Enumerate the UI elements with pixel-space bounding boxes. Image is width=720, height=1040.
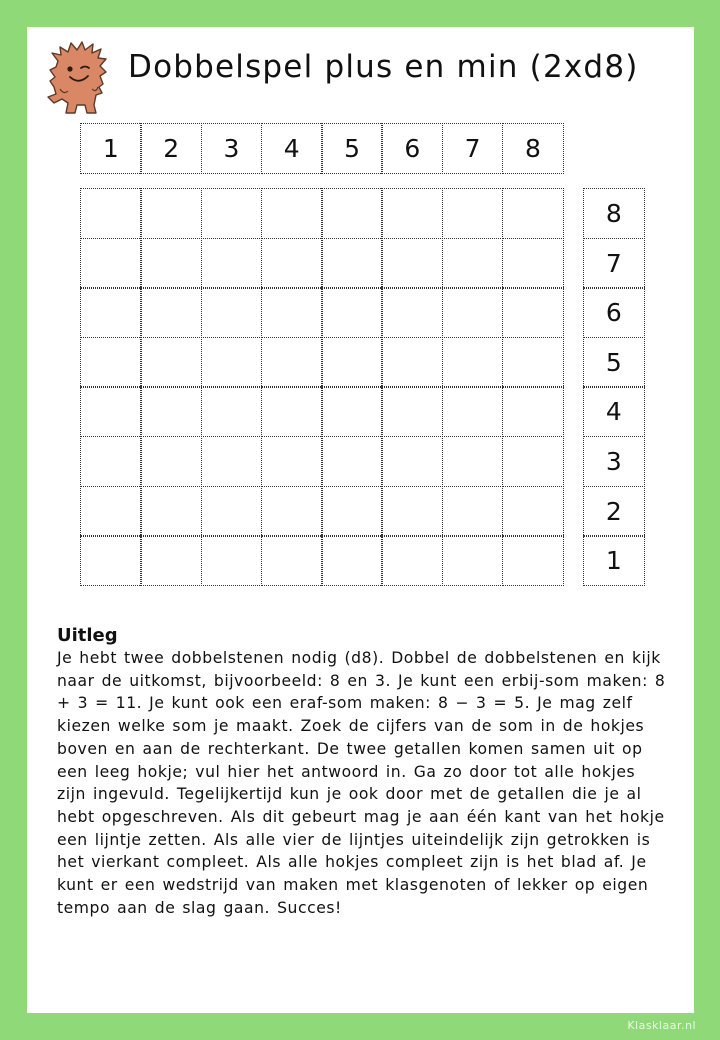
answer-cell[interactable]: [261, 337, 323, 388]
answer-cell[interactable]: [80, 386, 142, 437]
side-number-cell: 2: [583, 486, 645, 537]
answer-cell[interactable]: [442, 535, 504, 586]
answer-cell[interactable]: [442, 188, 504, 239]
answer-cell[interactable]: [201, 188, 263, 239]
answer-cell[interactable]: [442, 238, 504, 289]
side-number-cell: 6: [583, 287, 645, 338]
answer-cell[interactable]: [201, 238, 263, 289]
top-number-cell: 5: [321, 123, 383, 174]
answer-cell[interactable]: [140, 535, 202, 586]
answer-cell[interactable]: [502, 535, 564, 586]
page-title: Dobbelspel plus en min (2xd8): [128, 49, 639, 85]
top-number-cell: 2: [140, 123, 202, 174]
answer-cell[interactable]: [140, 238, 202, 289]
top-number-cell: 7: [442, 123, 504, 174]
answer-cell[interactable]: [321, 535, 383, 586]
answer-cell[interactable]: [321, 188, 383, 239]
answer-cell[interactable]: [201, 337, 263, 388]
answer-cell[interactable]: [261, 188, 323, 239]
answer-cell[interactable]: [321, 337, 383, 388]
answer-cell[interactable]: [201, 486, 263, 537]
answer-cell[interactable]: [502, 238, 564, 289]
answer-cell[interactable]: [381, 188, 443, 239]
side-number-cell: 1: [583, 535, 645, 586]
answer-cell[interactable]: [140, 436, 202, 487]
answer-cell[interactable]: [140, 486, 202, 537]
answer-cell[interactable]: [201, 386, 263, 437]
grid-row: [80, 338, 564, 388]
answer-cell[interactable]: [502, 287, 564, 338]
answer-cell[interactable]: [381, 436, 443, 487]
answer-cell[interactable]: [140, 337, 202, 388]
answer-cell[interactable]: [502, 486, 564, 537]
answer-cell[interactable]: [80, 436, 142, 487]
top-number-row: [80, 124, 564, 174]
top-number-cell: 1: [80, 123, 142, 174]
grid-row: [80, 388, 564, 438]
answer-cell[interactable]: [201, 436, 263, 487]
side-number-cell: 8: [583, 188, 645, 239]
answer-cell[interactable]: [381, 486, 443, 537]
answer-cell[interactable]: [140, 287, 202, 338]
answer-cell[interactable]: [381, 337, 443, 388]
answer-cell[interactable]: [261, 238, 323, 289]
answer-cell[interactable]: [261, 287, 323, 338]
answer-cell[interactable]: [80, 535, 142, 586]
grid-row: [80, 537, 564, 587]
brand-footer: Klasklaar.nl: [627, 1019, 696, 1032]
answer-cell[interactable]: [381, 386, 443, 437]
answer-cell[interactable]: [502, 337, 564, 388]
grid-row: [80, 239, 564, 289]
answer-cell[interactable]: [321, 436, 383, 487]
answer-cell[interactable]: [381, 238, 443, 289]
answer-cell[interactable]: [140, 386, 202, 437]
top-number-cell: 3: [201, 123, 263, 174]
answer-cell[interactable]: [80, 238, 142, 289]
side-number-cell: 4: [583, 386, 645, 437]
explanation-text: Je hebt twee dobbelstenen nodig (d8). Dobbel de dobbelstenen en kijk naar de uitkomst, bijvoorbeeld: 8 en 3. Je kunt een erbij-som maken: 8 + 3 = 11. Je kunt ook een eraf-som maken: 8 − 3 = 5. Je mag zelf kiezen welke som je maakt. Zoek de cijfers van de som in de hokjes boven en aan de rechterkant. De twee getallen komen samen uit op een leeg hokje; vul hier het antwoord in. Ga zo door tot alle hokjes zijn ingevuld. Tegelijkertijd kun je ook door met de getallen die je al hebt opgeschreven. Als dit gebeurt mag je aan één kant van het hokje een lijntje zetten. Als alle vier de lijntjes uiteindelijk zijn getrokken is het vierkant compleet. Als alle hokjes compleet zijn is het blad af. Je kunt er een wedstrijd van maken met klasgenoten of lekker op eigen tempo aan de slag gaan. Succes!: [57, 649, 666, 917]
side-number-column: [583, 188, 645, 586]
answer-cell[interactable]: [80, 188, 142, 239]
answer-cell[interactable]: [442, 486, 504, 537]
answer-cell[interactable]: [442, 386, 504, 437]
answer-cell[interactable]: [321, 386, 383, 437]
answer-cell[interactable]: [381, 535, 443, 586]
grid-row: [80, 289, 564, 339]
answer-cell[interactable]: [381, 287, 443, 338]
answer-cell[interactable]: [261, 436, 323, 487]
grid-row: [80, 487, 564, 537]
answer-cell[interactable]: [261, 386, 323, 437]
answer-cell[interactable]: [201, 535, 263, 586]
top-number-cell: 4: [261, 123, 323, 174]
answer-cell[interactable]: [502, 188, 564, 239]
explanation-heading: Uitleg: [57, 625, 118, 646]
answer-cell[interactable]: [321, 287, 383, 338]
answer-cell[interactable]: [442, 287, 504, 338]
answer-cell[interactable]: [502, 436, 564, 487]
worksheet: [27, 27, 694, 1013]
answer-cell[interactable]: [321, 486, 383, 537]
answer-cell[interactable]: [261, 535, 323, 586]
answer-cell[interactable]: [80, 337, 142, 388]
answer-cell[interactable]: [321, 238, 383, 289]
answer-cell[interactable]: [80, 287, 142, 338]
answer-cell[interactable]: [261, 486, 323, 537]
answer-cell[interactable]: [442, 337, 504, 388]
answer-cell[interactable]: [140, 188, 202, 239]
explanation-section: [57, 625, 669, 919]
answer-cell[interactable]: [502, 386, 564, 437]
side-number-cell: 7: [583, 238, 645, 289]
answer-cell[interactable]: [80, 486, 142, 537]
grid-row: [80, 437, 564, 487]
top-number-cell: 8: [502, 123, 564, 174]
answer-cell[interactable]: [201, 287, 263, 338]
answer-cell[interactable]: [442, 436, 504, 487]
side-number-cell: 3: [583, 436, 645, 487]
grid-row: [80, 188, 564, 239]
top-number-cell: 6: [381, 123, 443, 174]
side-number-cell: 5: [583, 337, 645, 388]
monster-mascot-icon: [44, 39, 114, 119]
answer-grid: [80, 188, 564, 586]
